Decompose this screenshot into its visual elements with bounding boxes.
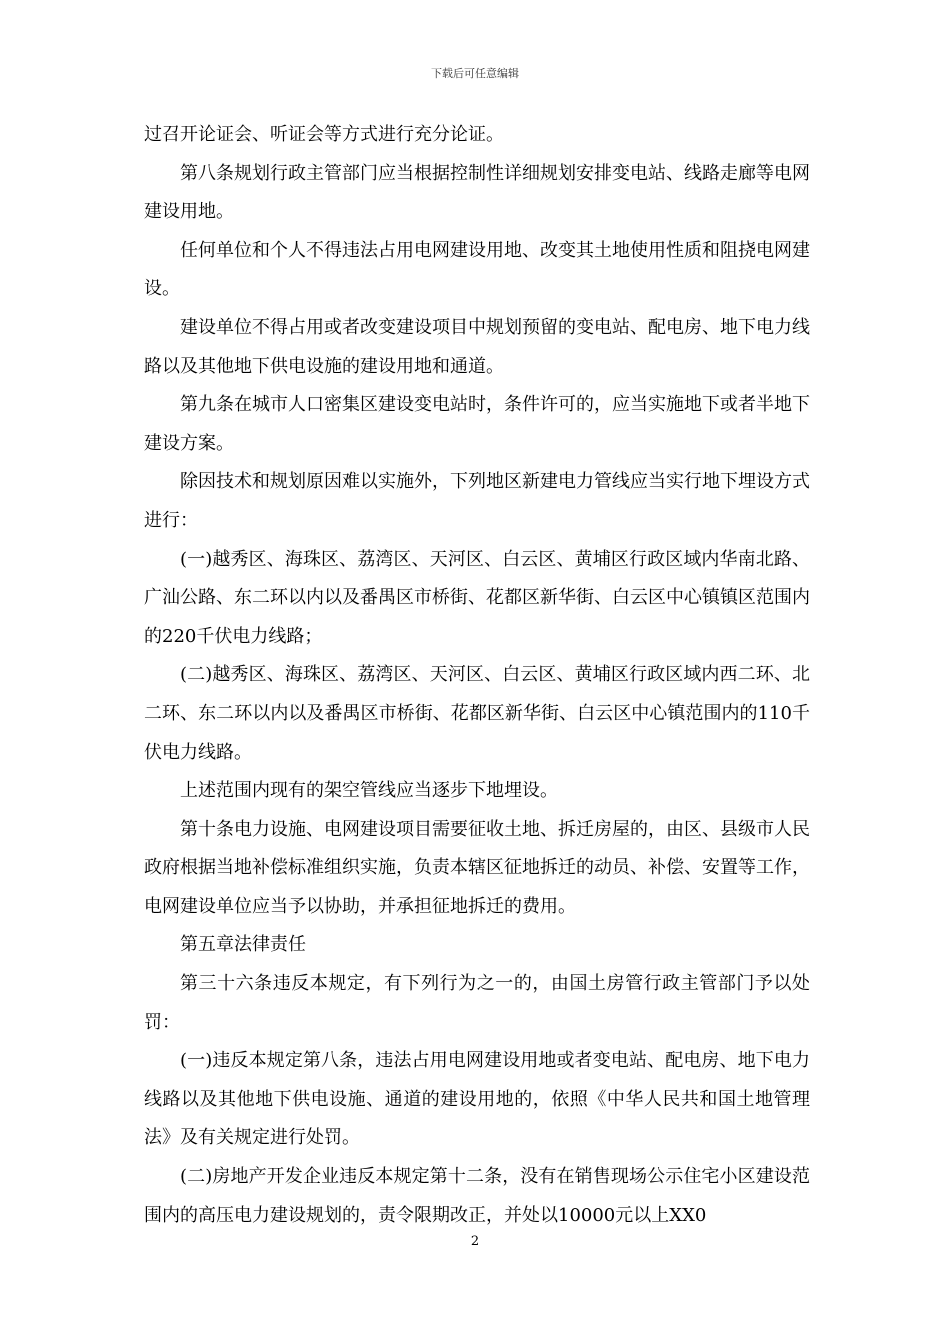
list-item: (二)越秀区、海珠区、荔湾区、天河区、白云区、黄埔区行政区域内西二环、北二环、东二环以内以及番禺区市桥街、花都区新华街、白云区中心镇范围内的110千伏电力线路。 — [144, 664, 810, 763]
paragraph: 第十条电力设施、电网建设项目需要征收土地、拆迁房屋的，由区、县级市人民政府根据当地补偿标准组织实施，负责本辖区征地拆迁的动员、补偿、安置等工作，电网建设单位应当予以协助，并承担征地拆迁的费用。 — [144, 818, 810, 917]
chapter-heading: 第五章法律责任 — [180, 934, 306, 956]
paragraph: 过召开论证会、听证会等方式进行充分论证。 — [144, 124, 504, 145]
document-body — [144, 116, 810, 1235]
paragraph: 除因技术和规划原因难以实施外，下列地区新建电力管线应当实行地下埋设方式进行： — [144, 471, 810, 531]
list-item: (一)违反本规定第八条，违法占用电网建设用地或者变电站、配电房、地下电力线路以及其他地下供电设施、通道的建设用地的，依照《中华人民共和国土地管理法》及有关规定进行处罚。 — [144, 1050, 810, 1149]
paragraph: 第九条在城市人口密集区建设变电站时，条件许可的，应当实施地下或者半地下建设方案。 — [144, 394, 810, 454]
list-item: (一)越秀区、海珠区、荔湾区、天河区、白云区、黄埔区行政区域内华南北路、广汕公路、东二环以内以及番禺区市桥街、花都区新华街、白云区中心镇镇区范围内的220千伏电力线路； — [144, 548, 810, 647]
paragraph: 任何单位和个人不得违法占用电网建设用地、改变其土地使用性质和阻挠电网建设。 — [144, 239, 810, 300]
page-number: 2 — [470, 1234, 480, 1249]
paragraph: 第三十六条违反本规定，有下列行为之一的，由国土房管行政主管部门予以处罚： — [144, 973, 810, 1033]
list-item: (二)房地产开发企业违反本规定第十二条，没有在销售现场公示住宅小区建设范围内的高压电力建设规划的，责令限期改正，并处以10000元以上XX0 — [144, 1166, 810, 1226]
paragraph: 上述范围内现有的架空管线应当逐步下地埋设。 — [180, 780, 558, 802]
page-header: 下载后可任意编辑 — [431, 67, 519, 80]
paragraph: 建设单位不得占用或者改变建设项目中规划预留的变电站、配电房、地下电力线路以及其他地下供电设施的建设用地和通道。 — [144, 316, 810, 377]
paragraph: 第八条规划行政主管部门应当根据控制性详细规划安排变电站、线路走廊等电网建设用地。 — [144, 162, 810, 223]
